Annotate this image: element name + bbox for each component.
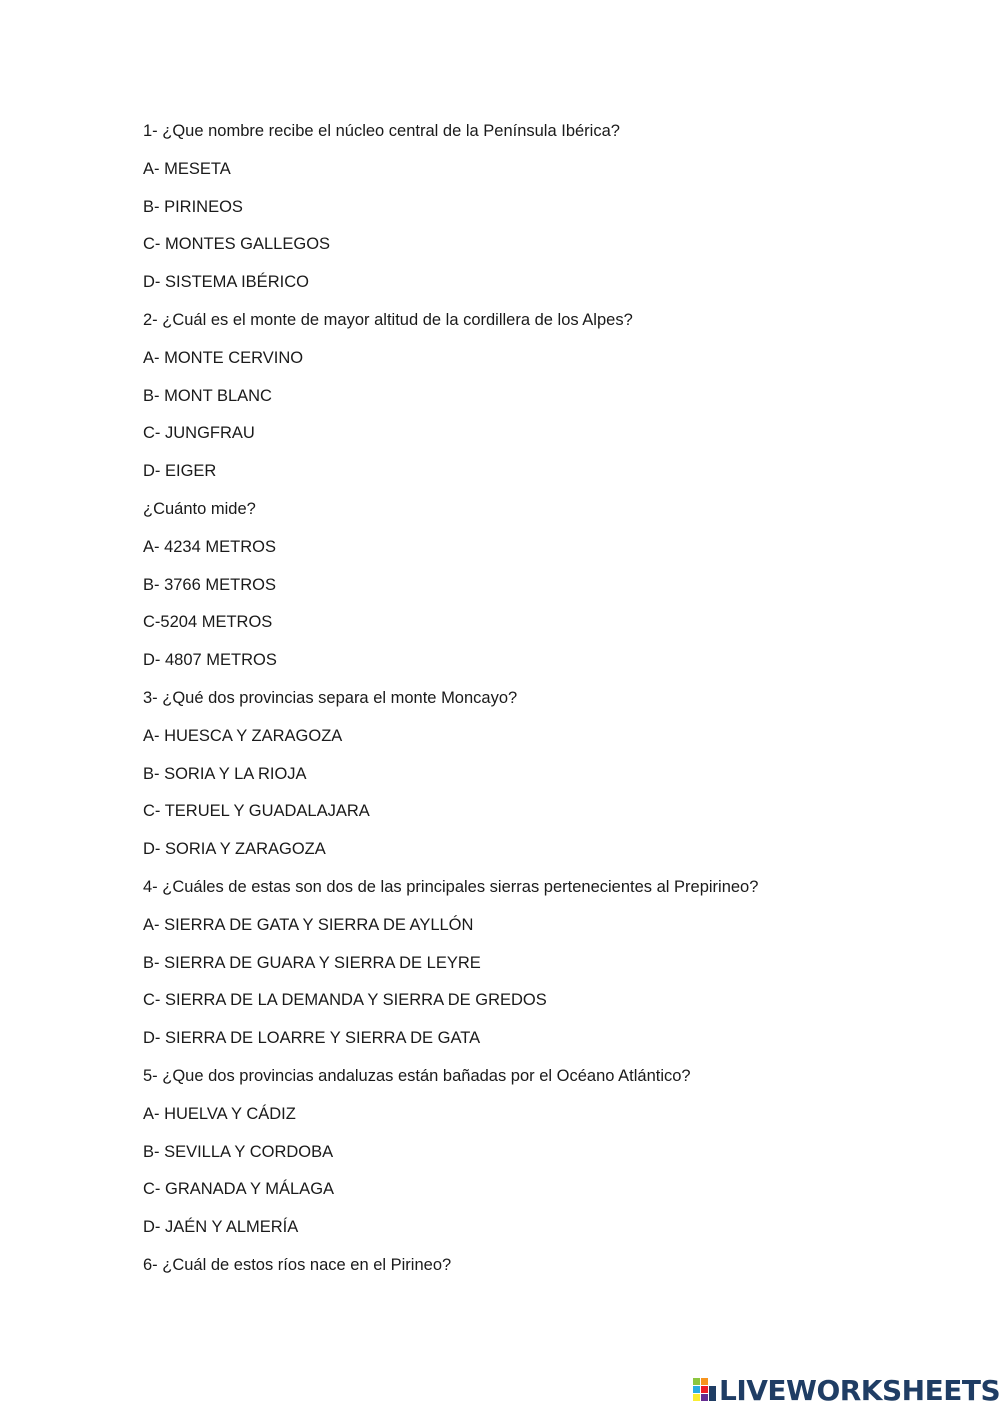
answer-option: A- HUELVA Y CÁDIZ: [143, 1104, 296, 1123]
liveworksheets-logo-icon: [693, 1378, 717, 1402]
liveworksheets-logo-text: LIVEWORKSHEETS: [719, 1373, 1000, 1407]
answer-option: A- MONTE CERVINO: [143, 348, 304, 367]
answer-option: C- TERUEL Y GUADALAJARA: [143, 802, 370, 821]
question-6: 6- ¿Cuál de estos ríos nace en el Pirineo?: [143, 1255, 452, 1274]
answer-option: D- SISTEMA IBÉRICO: [143, 273, 309, 292]
question-2-followup: ¿Cuánto mide?: [143, 499, 256, 518]
answer-option: D- JAÉN Y ALMERÍA: [143, 1218, 299, 1237]
answer-option: C- SIERRA DE LA DEMANDA Y SIERRA DE GREDOS: [143, 991, 547, 1010]
answer-option: C- MONTES GALLEGOS: [143, 235, 331, 254]
answer-option: B- 3766 METROS: [143, 575, 276, 594]
answer-option: B- SORIA Y LA RIOJA: [143, 764, 307, 783]
answer-option: D- SIERRA DE LOARRE Y SIERRA DE GATA: [143, 1029, 481, 1048]
question-4: 4- ¿Cuáles de estas son dos de las principales sierras pertenecientes al Prepirineo?: [143, 877, 759, 896]
answer-option: A- MESETA: [143, 159, 231, 178]
answer-option: A- HUESCA Y ZARAGOZA: [143, 726, 343, 745]
answer-option: D- 4807 METROS: [143, 651, 277, 670]
answer-option: C- GRANADA Y MÁLAGA: [143, 1180, 335, 1199]
answer-option: C-5204 METROS: [143, 613, 273, 632]
question-1: 1- ¿Que nombre recibe el núcleo central de la Península Ibérica?: [143, 122, 620, 140]
answer-option: B- MONT BLANC: [143, 386, 272, 405]
question-5: 5- ¿Que dos provincias andaluzas están bañadas por el Océano Atlántico?: [143, 1066, 691, 1085]
answer-option: A- SIERRA DE GATA Y SIERRA DE AYLLÓN: [143, 915, 474, 934]
liveworksheets-logo: [693, 1372, 1000, 1408]
answer-option: D- EIGER: [143, 462, 217, 481]
answer-option: A- 4234 METROS: [143, 537, 276, 556]
answer-option: B- SIERRA DE GUARA Y SIERRA DE LEYRE: [143, 953, 481, 972]
answer-option: B- PIRINEOS: [143, 197, 243, 216]
question-3: 3- ¿Qué dos provincias separa el monte Moncayo?: [143, 688, 518, 707]
question-list: [143, 118, 943, 1290]
answer-option: B- SEVILLA Y CORDOBA: [143, 1142, 334, 1161]
question-2: 2- ¿Cuál es el monte de mayor altitud de la cordillera de los Alpes?: [143, 310, 633, 329]
answer-option: D- SORIA Y ZARAGOZA: [143, 840, 326, 859]
answer-option: C- JUNGFRAU: [143, 424, 255, 443]
